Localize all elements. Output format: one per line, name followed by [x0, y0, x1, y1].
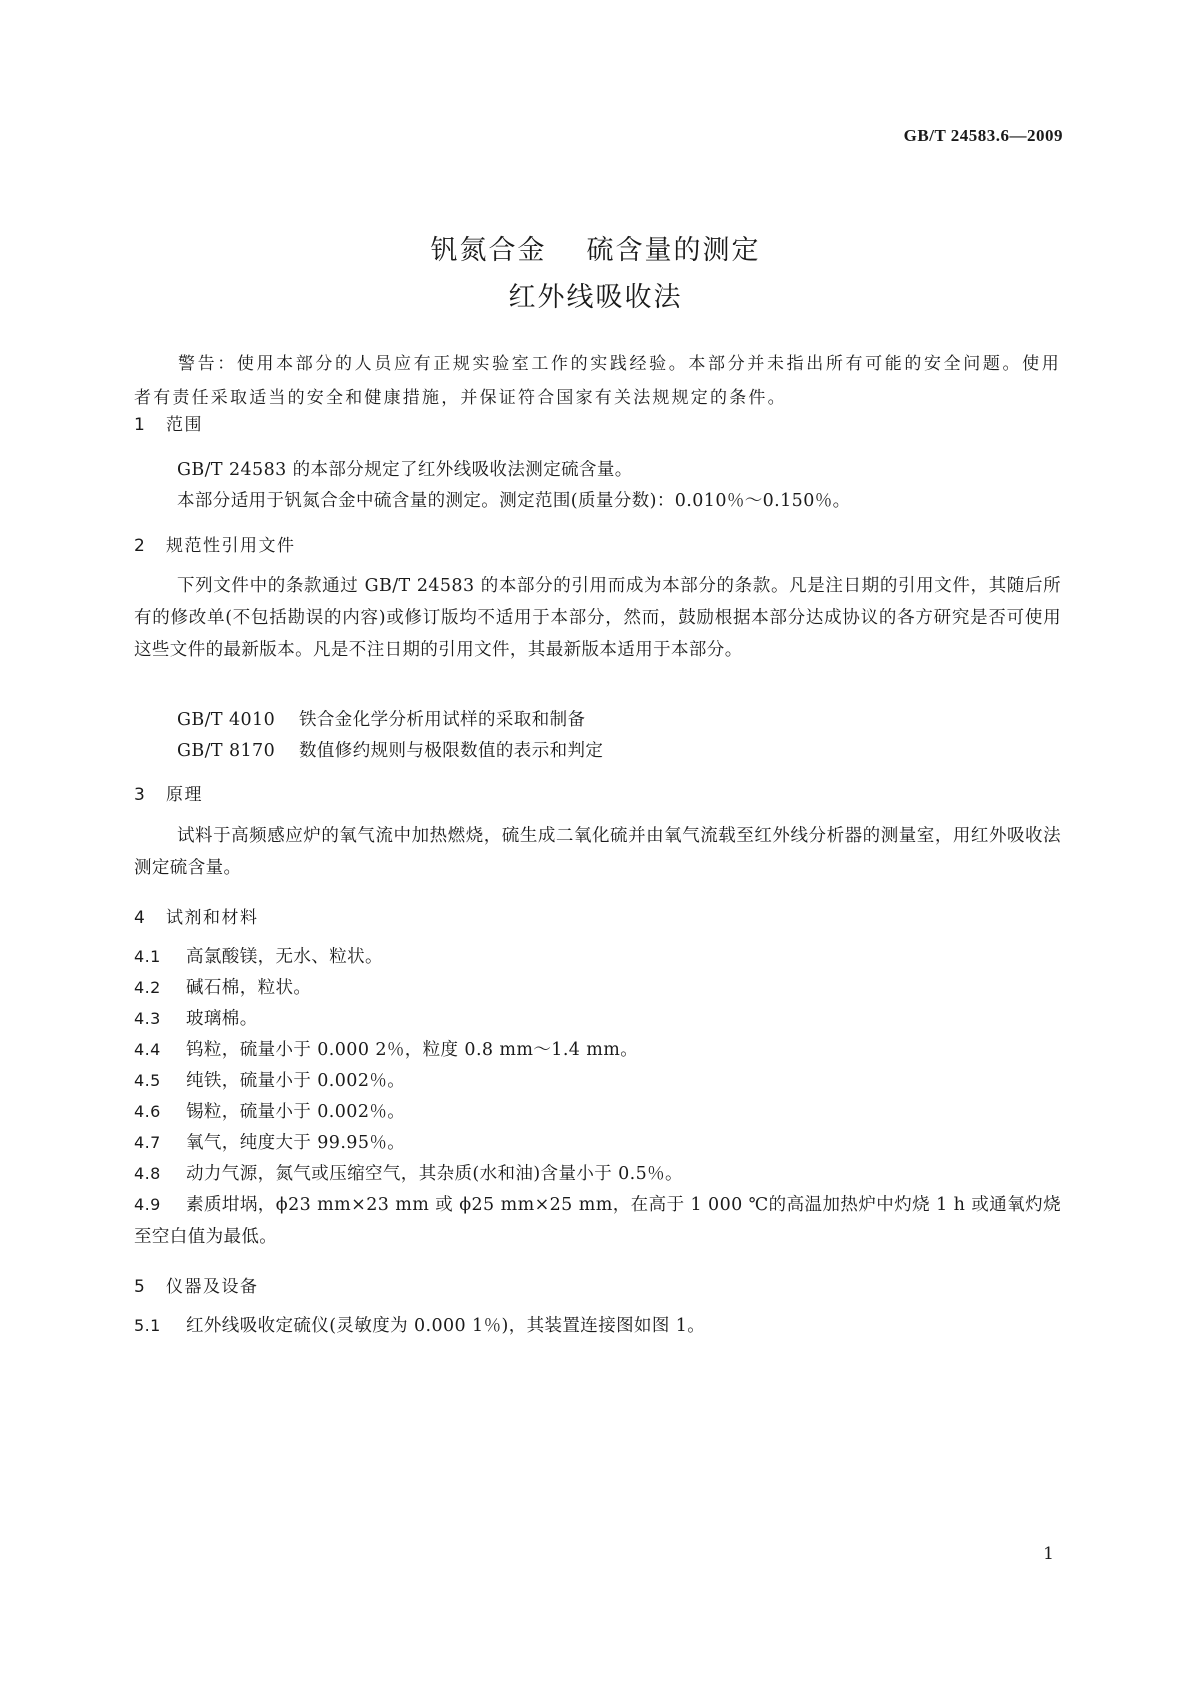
section-title: 范围: [166, 415, 203, 435]
item-number: 4.2: [134, 978, 161, 997]
reference-item: [177, 737, 603, 762]
section-number: 1: [134, 415, 147, 435]
item-number: 4.5: [134, 1071, 161, 1090]
document-title-line1: [0, 228, 1191, 267]
list-item: [134, 972, 1061, 1004]
section-number: 4: [134, 908, 147, 928]
reference-code: GB/T 4010: [177, 710, 276, 730]
section-4-heading: [134, 903, 259, 928]
reference-title: 数值修约规则与极限数值的表示和判定: [299, 741, 604, 761]
section-2-heading: [134, 531, 296, 556]
title-part1: 钒氮合金: [430, 235, 547, 266]
title-part2: 硫含量的测定: [586, 235, 761, 266]
section-1-paragraph-1: GB/T 24583 的本部分规定了红外线吸收法测定硫含量。: [177, 460, 633, 480]
list-item: [134, 1034, 1061, 1066]
section-number: 5: [134, 1277, 147, 1297]
item-text: 氧气，纯度大于 99.95％。: [186, 1133, 406, 1153]
document-title-line2: 红外线吸收法: [508, 282, 683, 313]
item-text: 动力气源，氮气或压缩空气，其杂质(水和油)含量小于 0.5％。: [186, 1164, 683, 1184]
section-1-paragraph-2: 本部分适用于钒氮合金中硫含量的测定。测定范围(质量分数)：0.010％～0.150％。: [177, 491, 851, 511]
section-5-heading: [134, 1272, 259, 1297]
reference-code: GB/T 8170: [177, 741, 276, 761]
section-number: 2: [134, 536, 147, 556]
list-item: [134, 1189, 1061, 1253]
list-item: [134, 941, 1061, 973]
item-text: 碱石棉，粒状。: [186, 978, 312, 998]
list-item: [134, 1158, 1061, 1190]
item-number: 4.8: [134, 1164, 161, 1183]
reference-title: 铁合金化学分析用试样的采取和制备: [299, 710, 586, 730]
item-text: 红外线吸收定硫仪(灵敏度为 0.000 1％)，其装置连接图如图 1。: [186, 1316, 706, 1336]
list-item: [134, 1096, 1061, 1128]
item-text: 玻璃棉。: [186, 1009, 258, 1029]
item-number: 4.4: [134, 1040, 161, 1059]
section-title: 原理: [166, 785, 203, 805]
reference-item: [177, 706, 585, 731]
item-number: 4.7: [134, 1133, 161, 1152]
item-text: 纯铁，硫量小于 0.002％。: [186, 1071, 406, 1091]
section-3-heading: [134, 780, 203, 805]
page-number: 1: [1043, 1544, 1054, 1564]
section-title: 仪器及设备: [166, 1277, 259, 1297]
list-item: [134, 1310, 1061, 1342]
section-2-paragraph: 下列文件中的条款通过 GB/T 24583 的本部分的引用而成为本部分的条款。凡是注日期的引用文件，其随后所有的修改单(不包括勘误的内容)或修订版均不适用于本部分，然而，鼓励根据本部分达成协议的各方研究是否可使用这些文件的最新版本。凡是不注日期的引用文件，其最新版本适用于本部分。: [134, 576, 1061, 660]
item-text: 高氯酸镁，无水、粒状。: [186, 947, 383, 967]
section-title: 规范性引用文件: [166, 536, 296, 556]
list-item: [134, 1127, 1061, 1159]
section-number: 3: [134, 785, 147, 805]
item-number: 4.6: [134, 1102, 161, 1121]
section-1-heading: [134, 410, 203, 435]
standard-code: GB/T 24583.6—2009: [903, 126, 1063, 145]
list-item: [134, 1003, 1061, 1035]
section-title: 试剂和材料: [166, 908, 259, 928]
item-text: 钨粒，硫量小于 0.000 2％，粒度 0.8 mm～1.4 mm。: [186, 1040, 639, 1060]
item-number: 4.3: [134, 1009, 161, 1028]
list-item: [134, 1065, 1061, 1097]
item-number: 4.9: [134, 1195, 161, 1214]
section-3-paragraph: 试料于高频感应炉的氧气流中加热燃烧，硫生成二氧化硫并由氧气流载至红外线分析器的测量室，用红外吸收法测定硫含量。: [134, 826, 1061, 878]
warning-paragraph: 警告：使用本部分的人员应有正规实验室工作的实践经验。本部分并未指出所有可能的安全问题。使用者有责任采取适当的安全和健康措施，并保证符合国家有关法规规定的条件。: [134, 354, 1061, 408]
item-text: 素质坩埚，ϕ23 mm×23 mm 或 ϕ25 mm×25 mm，在高于 1 000 ℃的高温加热炉中灼烧 1 h 或通氧灼烧至空白值为最低。: [134, 1195, 1061, 1247]
item-number: 4.1: [134, 947, 161, 966]
item-number: 5.1: [134, 1316, 161, 1335]
item-text: 锡粒，硫量小于 0.002％。: [186, 1102, 406, 1122]
